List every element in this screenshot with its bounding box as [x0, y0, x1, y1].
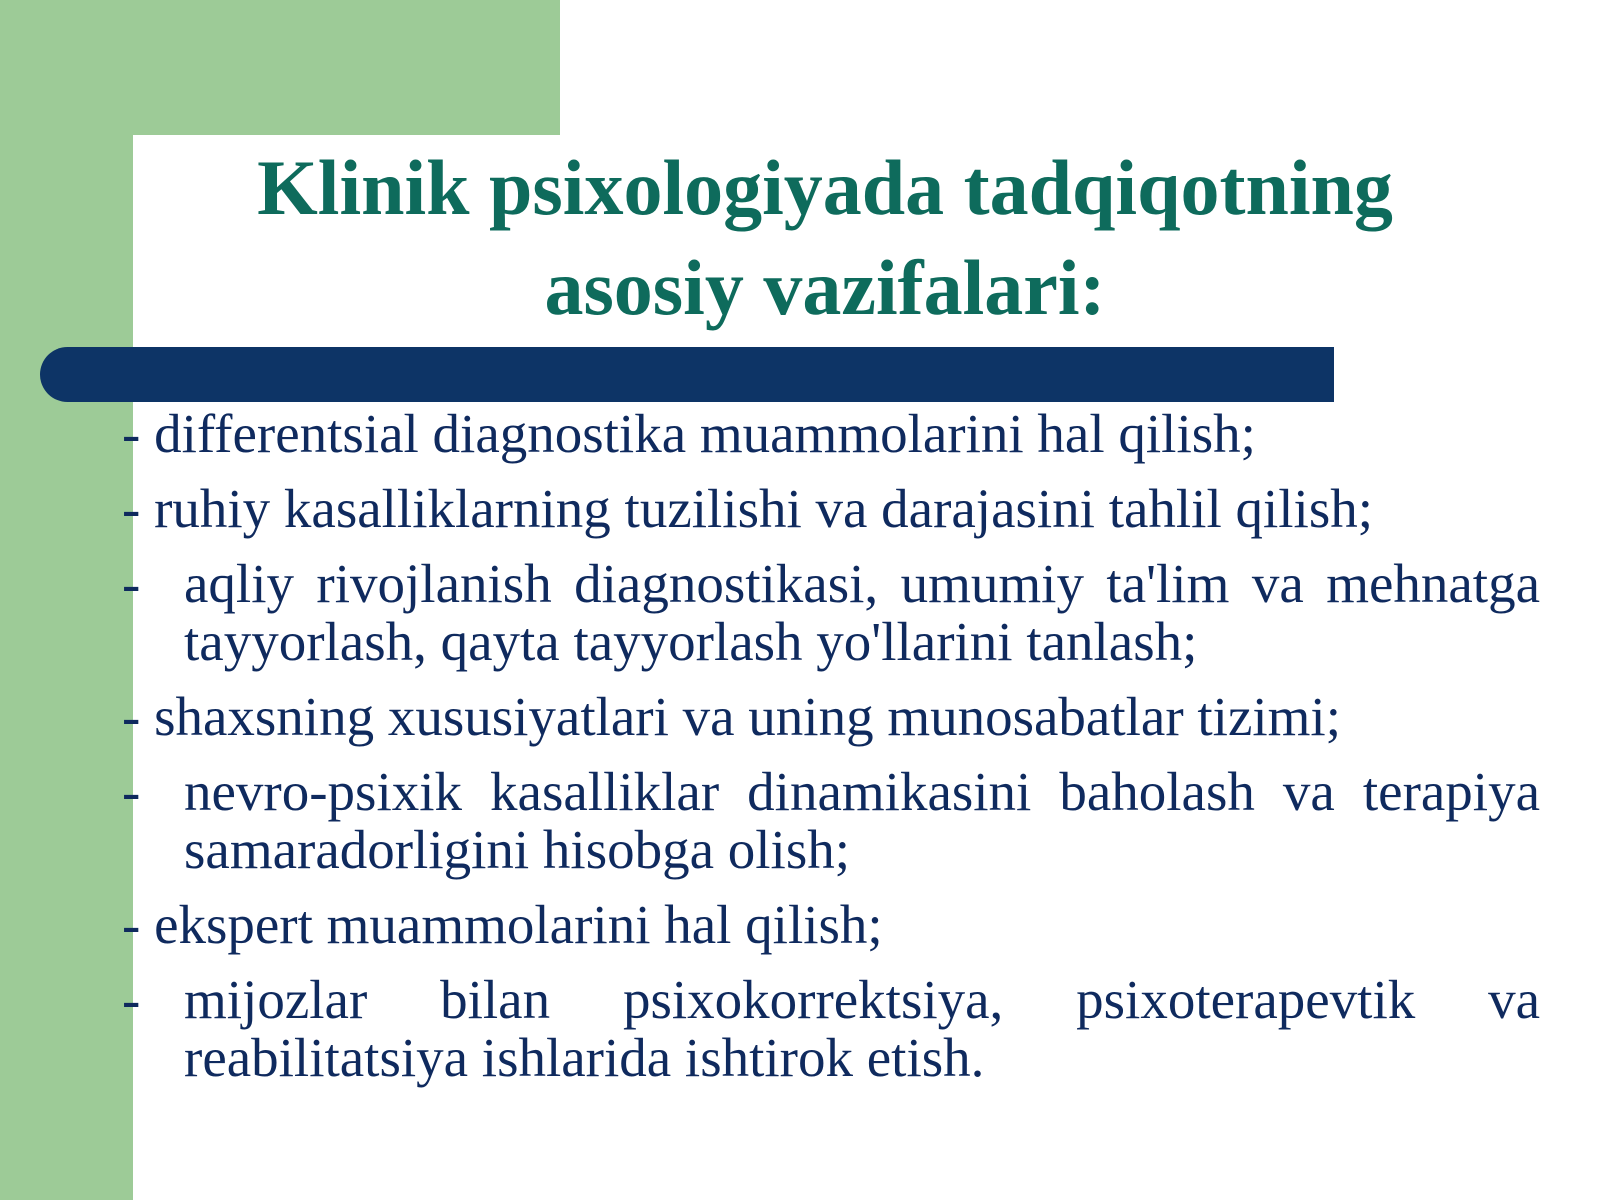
green-accent-left: [0, 0, 133, 1200]
list-item-text: shaxsning xususiyatlari va uning munosabatlar tizimi;: [154, 686, 1341, 747]
list-item: [122, 763, 1540, 879]
list-item: [122, 480, 1540, 538]
list-dash: -: [122, 686, 155, 747]
task-list: [122, 405, 1540, 1104]
list-item: [122, 405, 1540, 463]
list-item-text: aqliy rivojlanish diagnostikasi, umumiy ta'lim va mehnatga tayyorlash, qayta tayyorlash yo'llarini tanlash;: [184, 553, 1540, 672]
list-dash: -: [122, 553, 141, 614]
list-item-text: nevro-psixik kasalliklar dinamikasini baholash va terapiya samaradorligini hisobga olish;: [184, 761, 1540, 880]
slide-title-line-2: asosiy vazifalari:: [544, 244, 1106, 331]
list-dash: -: [122, 761, 141, 822]
list-dash: -: [122, 894, 155, 955]
list-dash: -: [122, 403, 155, 464]
list-item: [122, 555, 1540, 671]
list-dash: -: [122, 478, 155, 539]
list-item: [122, 971, 1540, 1087]
list-item: [122, 688, 1540, 746]
list-item: [122, 896, 1540, 954]
list-item-text: ruhiy kasalliklarning tuzilishi va darajasini tahlil qilish;: [154, 478, 1374, 539]
list-item-text: differentsial diagnostika muammolarini hal qilish;: [154, 403, 1256, 464]
list-item-text: ekspert muammolarini hal qilish;: [154, 894, 883, 955]
slide-title-line-1: Klinik psixologiyada tadqiqotning: [257, 144, 1393, 231]
list-dash: -: [122, 969, 141, 1030]
title-divider-bar: [40, 347, 1334, 402]
slide-title: [150, 138, 1500, 338]
list-item-text: mijozlar bilan psixokorrektsiya, psixoterapevtik va reabilitatsiya ishlarida ishtirok etish.: [184, 969, 1540, 1088]
